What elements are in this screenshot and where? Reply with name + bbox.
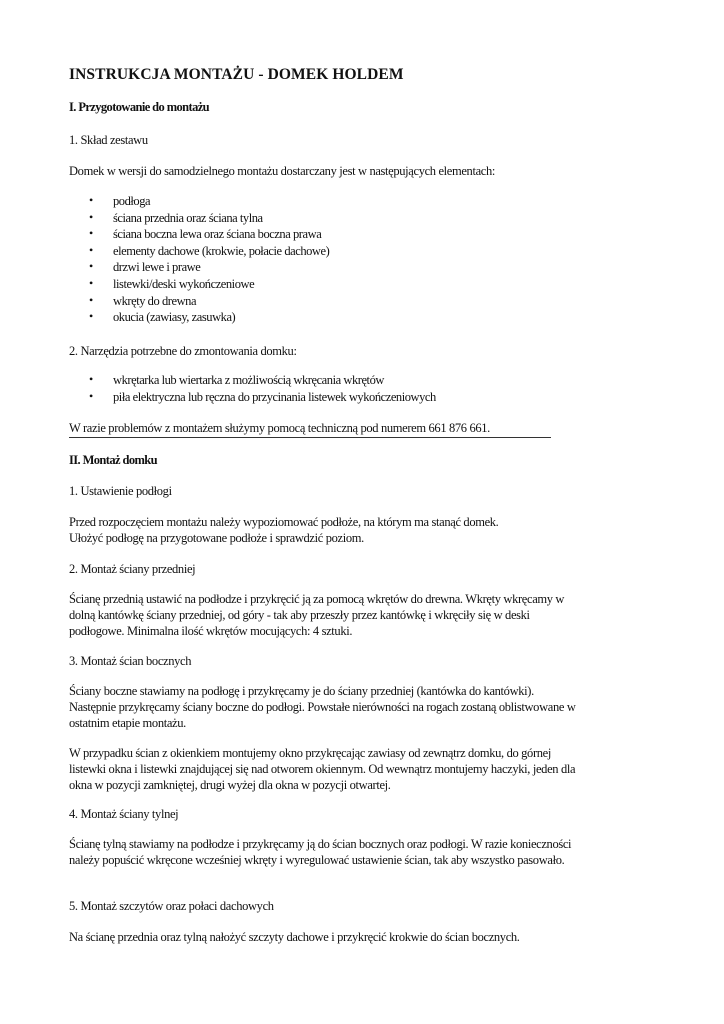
subheading-tools: 2. Narzędzia potrzebne do zmontowania domku: xyxy=(69,344,297,358)
bullet-icon: • xyxy=(89,209,93,224)
step-text-line: Na ścianę przednia oraz tylną nałożyć szczyty dachowe i przykręcić krokwie do ścian bocznych. xyxy=(69,930,520,944)
step-text-line: Następnie przykręcamy ściany boczne do podłogi. Powstałe nierówności na rogach zostaną oblistwowane w xyxy=(69,700,576,714)
bullet-icon: • xyxy=(89,193,93,207)
bullet-icon: • xyxy=(89,226,93,241)
step-text-line: Ułożyć podłogę na przygotowane podłoże i sprawdzić poziom. xyxy=(69,531,364,545)
step-text-line: ostatnim etapie montażu. xyxy=(69,716,186,730)
bullet-icon: • xyxy=(89,292,93,307)
step-text-line: Ścianę przednią ustawić na podłodze i przykręcić ją za pomocą wkrętów do drewna. Wkręty wkręcamy w xyxy=(69,592,565,606)
bullet-icon: • xyxy=(89,242,93,257)
bullet-icon: • xyxy=(89,309,93,324)
section-divider xyxy=(69,437,551,438)
bullet-icon: • xyxy=(89,372,93,386)
support-note: W razie problemów z montażem służymy pomocą techniczną pod numerem 661 876 661. xyxy=(69,421,490,435)
section-heading-preparation: I. Przygotowanie do montażu xyxy=(69,100,210,114)
step-text-line: należy popuścić wkręcone wcześniej wkręty i wyregulować ustawienie ścian, tak aby wszystko pasowało. xyxy=(69,853,565,867)
bullet-icon: • xyxy=(89,388,93,403)
step-text-line: podłogowe. Minimalna ilość wkrętów mocujących: 4 sztuki. xyxy=(69,624,353,638)
step-text-line: Ścianę tylną stawiamy na podłodze i przykręcamy ją do ścian bocznych oraz podłogi. W razie konieczności xyxy=(69,837,572,851)
step-text-line: listewki okna i listewki znajdującej się nad otworem okiennym. Od wewnątrz montujemy haczyki, jeden dla xyxy=(69,762,576,776)
subheading-kit-contents: 1. Skład zestawu xyxy=(69,133,148,147)
step-text-line: dolną kantówkę ściany przedniej, od góry - tak aby przeszły przez kantówkę i wkręciły się w deski xyxy=(69,608,530,622)
document-page: INSTRUKCJA MONTAŻU - DOMEK HOLDEM I. Przygotowanie do montażu 1. Skład zestawu Domek w wersji do samodzielnego montażu dostarczany jest w następujących elementach: • podłoga • ściana przednia oraz ściana tylna • ściana boczna lewa oraz ściana boczna prawa • elementy dachowe (krokwie, połacie dachowe) • drzwi lewe i prawe • listewki/deski wykończeniowe • wkręty do drewna • okucia (zawiasy, zasuwka) 2. Narzędzia potrzebne do zmontowania domku: • wkrętarka lub wiertarka z możliwością wkręcania wkrętów • piła elektryczna lub ręczna do przycinania listewek wykończeniowych W razie problemów z montażem służymy pomocą techniczną pod numerem 661 876 661. II. Montaż domku 1. Ustawienie podłogi Przed rozpoczęciem montażu należy wypoziomować podłoże, na którym ma stanąć domek. Ułożyć podłogę na przygotowane podłoże i sprawdzić poziom. 2. Montaż ściany przedniej Ścianę przednią ustawić na podłodze i przykręcić ją za pomocą wkrętów do drewna. Wkręty wkręcamy w dolną kantówkę ściany przedniej, od góry - tak aby przeszły przez kantówkę i wkręciły się w deski podłogowe. Minimalna ilość wkrętów mocujących: 4 sztuki. 3. Montaż ścian bocznych Ściany boczne stawiamy na podłogę i przykręcamy je do ściany przedniej (kantówka do kantówki). Następnie przykręcamy ściany boczne do podłogi. Powstałe nierówności na rogach zostaną oblistwowane w ostatnim etapie montażu. W przypadku ścian z okienkiem montujemy okno przykręcając zawiasy od zewnątrz domku, do górnej listewki okna i listewki znajdującej się nad otworem okiennym. Od wewnątrz montujemy haczyki, jeden dla okna w pozycji zamkniętej, drugi wyżej dla okna w pozycji otwartej. 4. Montaż ściany tylnej Ścianę tylną stawiamy na podłodze i przykręcamy ją do ścian bocznych oraz podłogi. W razie konieczności należy popuścić wkręcone wcześniej wkręty i wyregulować ustawienie ścian, tak aby wszystko pasowało. 5. Montaż szczytów oraz połaci dachowych Na ścianę przednia oraz tylną nałożyć szczyty dachowe i przykręcić krokwie do ścian bocznych. xyxy=(69,66,576,944)
step-text-line: okna w pozycji zamkniętej, drugi wyżej dla okna w pozycji otwartej. xyxy=(69,778,391,792)
step-heading-front-wall: 2. Montaż ściany przedniej xyxy=(69,562,196,576)
step-text-line: Przed rozpoczęciem montażu należy wypoziomować podłoże, na którym ma stanąć domek. xyxy=(69,515,499,529)
step-text-line: Ściany boczne stawiamy na podłogę i przykręcamy je do ściany przedniej (kantówka do kantówki). xyxy=(69,684,534,698)
step-heading-side-walls: 3. Montaż ścian bocznych xyxy=(69,654,192,668)
bullet-icon: • xyxy=(89,259,93,274)
step-heading-back-wall: 4. Montaż ściany tylnej xyxy=(69,807,179,821)
step-heading-roof: 5. Montaż szczytów oraz połaci dachowych xyxy=(69,899,274,913)
bullet-icon: • xyxy=(89,275,93,290)
step-text-line: W przypadku ścian z okienkiem montujemy okno przykręcając zawiasy od zewnątrz domku, do górnej xyxy=(69,746,551,760)
step-heading-floor: 1. Ustawienie podłogi xyxy=(69,484,172,498)
kit-intro-text: Domek w wersji do samodzielnego montażu dostarczany jest w następujących elementach: xyxy=(69,164,496,178)
section-heading-assembly: II. Montaż domku xyxy=(69,453,157,467)
document-title: INSTRUKCJA MONTAŻU - DOMEK HOLDEM xyxy=(69,66,404,83)
